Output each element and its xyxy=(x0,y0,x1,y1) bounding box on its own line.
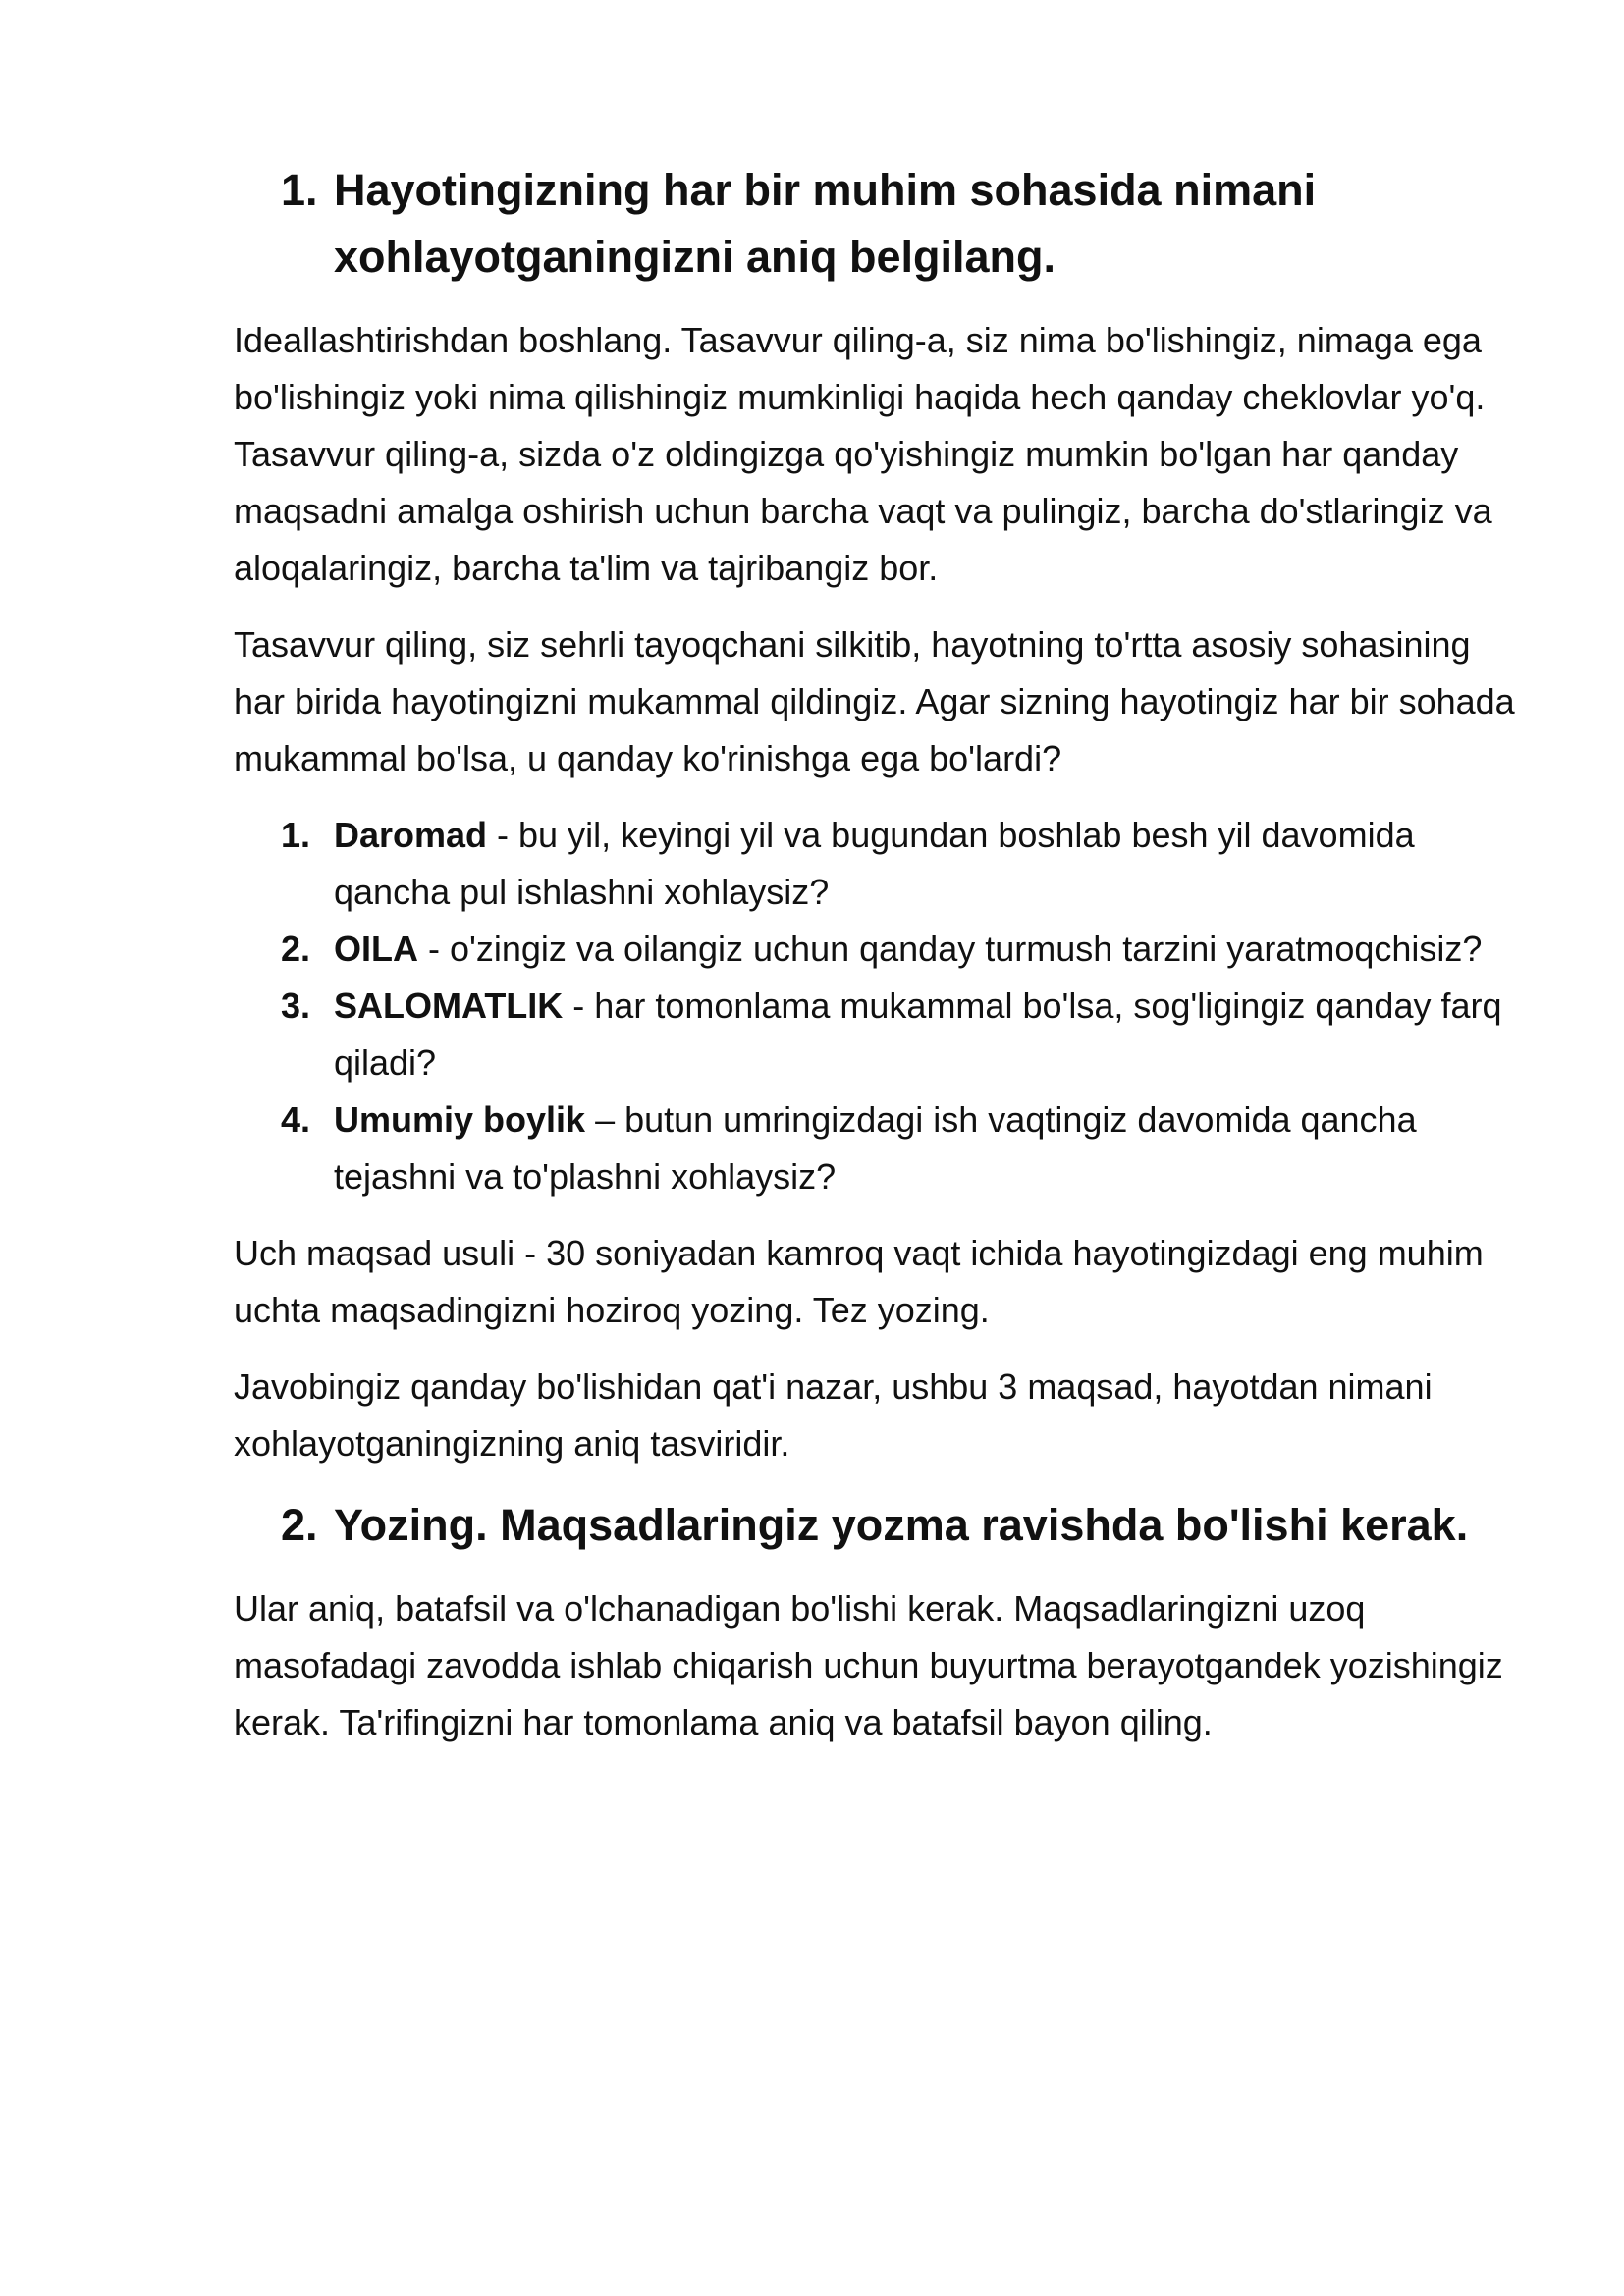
list-item-text: - har tomonlama mukammal bo'lsa, sog'ligingiz qanday farq qiladi? xyxy=(334,986,1502,1083)
list-item-body xyxy=(334,807,1508,921)
section-1-title: Hayotingizning har bir muhim sohasida nimani xohlayotganingizni aniq belgilang. xyxy=(334,165,1317,282)
list-item-number: 1. xyxy=(281,815,311,855)
list-item-term: Umumiy boylik xyxy=(334,1099,586,1140)
list-item-term: SALOMATLIK xyxy=(334,986,564,1026)
paragraph-write-details: Ular aniq, batafsil va o'lchanadigan bo'lishi kerak. Maqsadlaringizni uzoq masofadagi zavodda ishlab chiqarish uchun buyurtma berayotgandek yozishingiz kerak. Ta'rifingizni har tomonlama aniq va batafsil bayon qiling. xyxy=(234,1588,1503,1742)
paragraph-magic-wand: Tasavvur qiling, siz sehrli tayoqchani silkitib, hayotning to'rtta asosiy sohasining har birida hayotingizni mukammal qildingiz. Agar sizning hayotingiz har bir sohada mukammal bo'lsa, u qanday ko'rinishga ega bo'lardi? xyxy=(234,624,1515,778)
list-item xyxy=(281,921,1508,978)
paragraph-answer: Javobingiz qanday bo'lishidan qat'i nazar, ushbu 3 maqsad, hayotdan nimani xohlayotganingizning aniq tasviridir. xyxy=(234,1366,1433,1464)
list-item xyxy=(281,978,1508,1092)
section-2-number: 2. xyxy=(281,1500,318,1550)
document-page xyxy=(234,157,1549,1771)
list-item-term: Daromad xyxy=(334,815,488,855)
life-areas-list xyxy=(281,807,1508,1205)
list-item-text: – butun umringizdagi ish vaqtingiz davomida qancha tejashni va to'plashni xohlaysiz? xyxy=(334,1099,1417,1197)
paragraph-idealize: Ideallashtirishdan boshlang. Tasavvur qiling-a, siz nima bo'lishingiz, nimaga ega bo'lishingiz yoki nima qilishingiz mumkinligi haqida hech qanday cheklovlar yo'q. Tasavvur qiling-a, sizda o'z oldingizga qo'yishingiz mumkin bo'lgan har qanday maqsadni amalga oshirish uchun barcha vaqt va pulingiz, barcha do'stlaringiz va aloqalaringiz, barcha ta'lim va tajribangiz bor. xyxy=(234,320,1492,588)
list-item-body xyxy=(334,1092,1508,1205)
section-1-number: 1. xyxy=(281,165,318,215)
list-item-body xyxy=(334,921,1508,978)
list-item-number: 4. xyxy=(281,1099,311,1140)
list-item-text: - o'zingiz va oilangiz uchun qanday turmush tarzini yaratmoqchisiz? xyxy=(418,929,1483,969)
list-item-term: OILA xyxy=(334,929,418,969)
section-2-title: Yozing. Maqsadlaringiz yozma ravishda bo'lishi kerak. xyxy=(334,1500,1469,1550)
list-item-body xyxy=(334,978,1508,1092)
list-item-number: 2. xyxy=(281,929,311,969)
section-1-heading xyxy=(281,157,1498,291)
list-item-number: 3. xyxy=(281,986,311,1026)
list-item xyxy=(281,1092,1508,1205)
paragraph-three-goals: Uch maqsad usuli - 30 soniyadan kamroq vaqt ichida hayotingizdagi eng muhim uchta maqsadingizni hoziroq yozing. Tez yozing. xyxy=(234,1233,1484,1330)
list-item xyxy=(281,807,1508,921)
section-2-heading xyxy=(281,1492,1498,1559)
list-item-text: - bu yil, keyingi yil va bugundan boshlab besh yil davomida qancha pul ishlashni xohlaysiz? xyxy=(334,815,1415,912)
